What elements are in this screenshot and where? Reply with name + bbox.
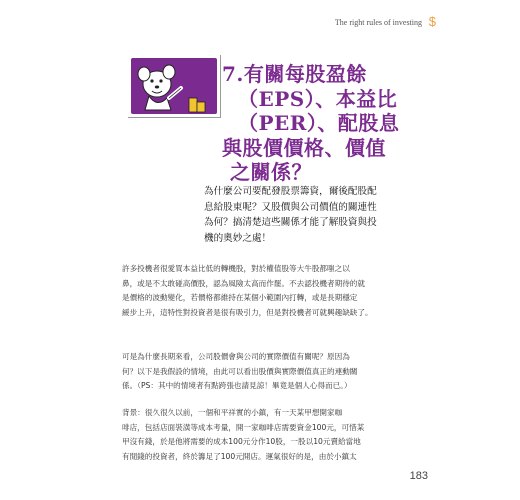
body-paragraph: [122, 350, 404, 394]
cartoon-mascot-icon: [131, 58, 217, 114]
intro-line: 為什麼公司要配發股票籌資，爾後配股配: [204, 186, 377, 197]
dollar-icon: $: [428, 14, 436, 29]
chapter-title: [222, 62, 422, 185]
chapter-title-line: （EPS）、本益比: [238, 86, 398, 111]
paragraph-line: 緩步上升，這特性對投資者是很有吸引力，但是對投機者可就興趣缺缺了。: [122, 307, 373, 317]
paragraph-line: 何？以下是我假設的情境，由此可以看出股價與實際價值真正的連動關: [122, 366, 358, 376]
paragraph-line: 可是為什麼長期來看，公司股價會與公司的實際價值有關呢？原因為: [122, 352, 350, 361]
intro-line: 為何？搞清楚這些關係才能了解股資與投: [204, 217, 377, 228]
chapter-title-line: （PER）、配股息: [238, 111, 400, 135]
paragraph-line: 甲沒有錢，於是他將需要的成本100元分作10股，一股以10元賣給當地: [122, 437, 361, 447]
paragraph-line: 啡店，包括店面裝潢等成本考量，開一家咖啡店需要資金100元，可惜某: [122, 422, 365, 432]
chapter-title-line: 7.有關每股盈餘: [222, 62, 367, 86]
chapter-title-line: 與股價價格、價值: [222, 135, 386, 160]
body-paragraph: [122, 406, 404, 464]
paragraph-line: 是價格的波動變化，若價格都維持在某個小範圍內打轉，或是長期穩定: [122, 293, 358, 303]
chapter-illustration-box: [131, 58, 217, 114]
chapter-title-line: 之關係？: [230, 160, 312, 184]
chapter-intro: [204, 184, 404, 246]
intro-line: 機的奧妙之處！: [204, 232, 272, 244]
running-head: The right rules of investing: [334, 18, 422, 27]
intro-line: 息給股東呢？又股價與公司價值的關連性: [204, 201, 377, 213]
paragraph-line: 許多投機者很愛買本益比低的轉機股，對於權值股等大牛股都嗤之以: [122, 264, 350, 273]
body-paragraph: [122, 262, 404, 320]
paragraph-line: 背景：很久很久以前，一個和平祥實的小鎮，有一天某甲想開家咖: [122, 408, 343, 417]
paragraph-line: 鼻，或是不太敢碰高價股，認為風險太高而作罷。不去認投機者期待的就: [122, 278, 365, 288]
paragraph-line: 係。（PS：其中的情境者有點跨張也請見諒！畢竟是個人心得而已。）: [122, 381, 352, 391]
page-number: 183: [409, 470, 428, 482]
paragraph-line: 有閒錢的投資者，終於籌足了100元開店。運氣很好的是，由於小鎮太: [122, 451, 357, 461]
